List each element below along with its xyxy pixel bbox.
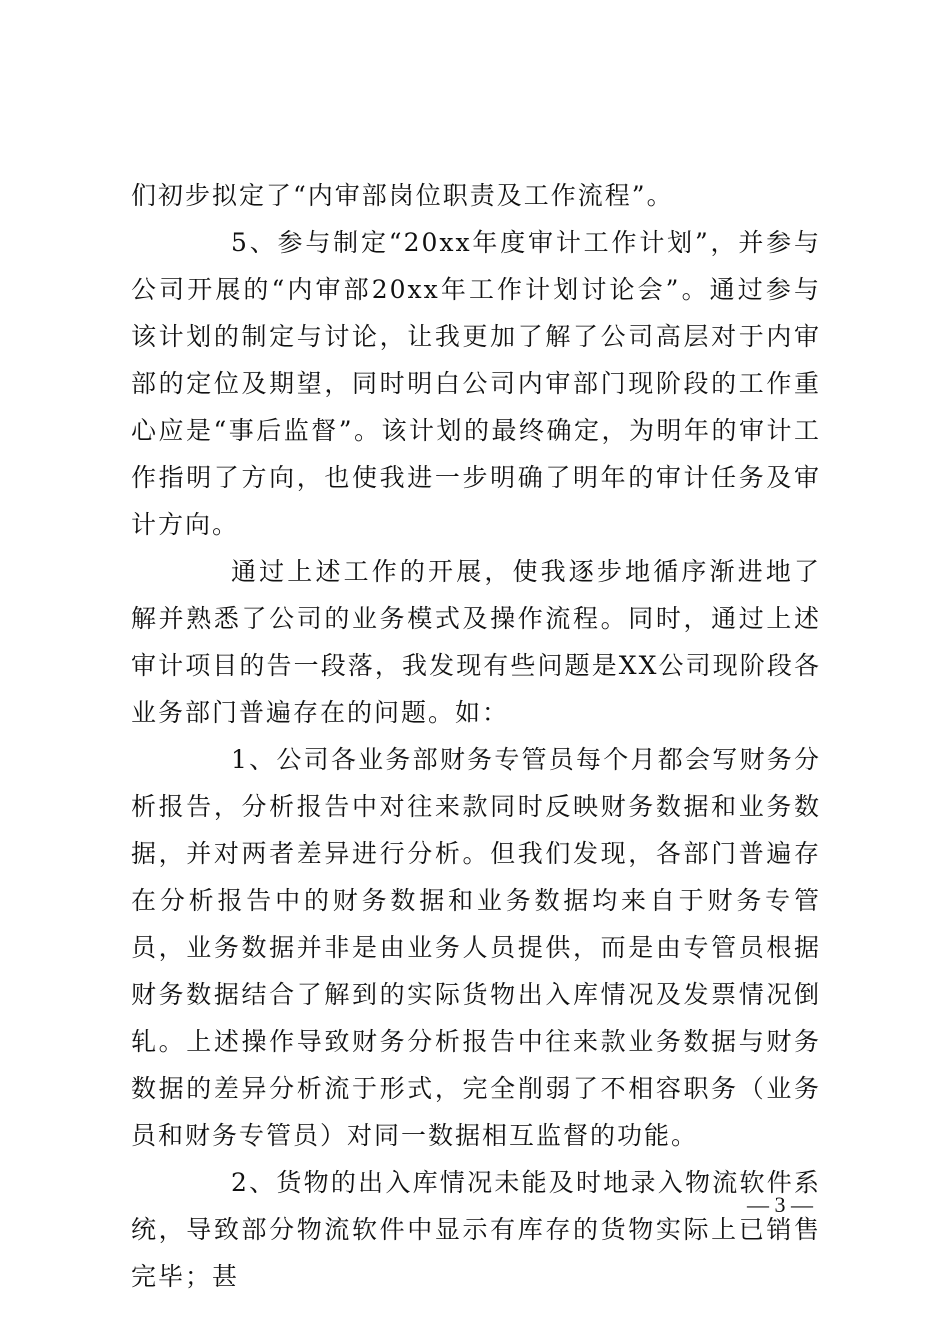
paragraph-item-5: 5、参与制定“20xx年度审计工作计划”，并参与公司开展的“内审部20xx年工作计划讨论会”。通过参与该计划的制定与讨论，让我更加了解了公司高层对于内审部的定位及期望，同时明白公司内审部门现阶段的工作重心应是“事后监督”。该计划的最终确定，为明年的审计工作指明了方向，也使我进一步明确了明年的审计任务及审计方向。 bbox=[131, 228, 821, 539]
paragraph-summary: 通过上述工作的开展，使我逐步地循序渐进地了解并熟悉了公司的业务模式及操作流程。同时，通过上述审计项目的告一段落，我发现有些问题是XX公司现阶段各业务部门普遍存在的问题。如： bbox=[131, 557, 821, 727]
paragraph-continuation: 们初步拟定了“内审部岗位职责及工作流程”。 bbox=[131, 181, 674, 210]
page-number: — 3 — bbox=[747, 1192, 813, 1217]
document-body bbox=[131, 172, 821, 1300]
paragraph-issue-1: 1、公司各业务部财务专管员每个月都会写财务分析报告，分析报告中对往来款同时反映财务数据和业务数据，并对两者差异进行分析。但我们发现，各部门普遍存在分析报告中的财务数据和业务数据均来自于财务专管员，业务数据并非是由业务人员提供，而是由专管员根据财务数据结合了解到的实际货物出入库情况及发票情况倒轧。上述操作导致财务分析报告中往来款业务数据与财务数据的差异分析流于形式，完全削弱了不相容职务（业务员和财务专管员）对同一数据相互监督的功能。 bbox=[131, 745, 821, 1150]
paragraph-issue-2: 2、货物的出入库情况未能及时地录入物流软件系统，导致部分物流软件中显示有库存的货物实际上已销售完毕；甚 bbox=[131, 1168, 821, 1291]
